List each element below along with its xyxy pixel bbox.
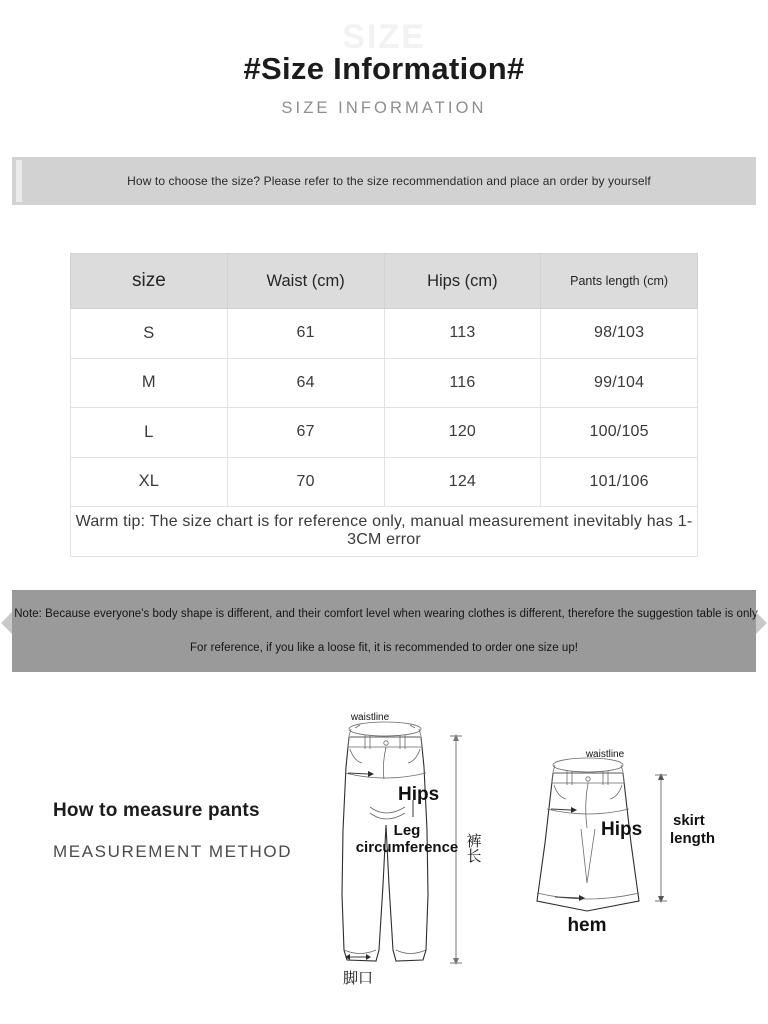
page-title: #Size Information# bbox=[243, 51, 525, 86]
pants-length-arrow-bottom bbox=[453, 958, 459, 965]
table-row bbox=[71, 408, 698, 458]
shorts-hem-label: hem bbox=[567, 915, 607, 936]
warm-tip-text: Warm tip: The size chart is for reference only, manual measurement inevitably has 1-3CM error bbox=[71, 507, 698, 557]
pants-hips-label: Hips bbox=[398, 784, 440, 805]
cell-waist: 64 bbox=[227, 358, 384, 408]
column-header-hips: Hips (cm) bbox=[384, 254, 541, 309]
size-advice-banner bbox=[12, 157, 756, 205]
measurement-heading bbox=[53, 800, 353, 862]
pants-diagram bbox=[342, 712, 482, 987]
diagram-svg bbox=[310, 695, 730, 1005]
page-header bbox=[0, 0, 768, 118]
cell-pants-length: 98/103 bbox=[541, 309, 698, 359]
column-header-size: size bbox=[71, 254, 228, 309]
fit-note-line-1: Note: Because everyone's body shape is different, and their comfort level when wearing clothes is different, therefore the suggestion table is only bbox=[14, 608, 758, 620]
shorts-skirt-length-label-line1: skirt bbox=[673, 812, 705, 829]
table-row bbox=[71, 457, 698, 507]
pants-length-arrow-top bbox=[453, 734, 459, 741]
measurement-subtitle: MEASUREMENT METHOD bbox=[53, 842, 293, 861]
measurement-title: How to measure pants bbox=[53, 800, 260, 821]
table-row bbox=[71, 358, 698, 408]
pants-length-label-cn: 裤长 bbox=[464, 833, 482, 863]
cell-pants-length: 100/105 bbox=[541, 408, 698, 458]
size-advice-text: How to choose the size? Please refer to the size recommendation and place an order by yourself bbox=[127, 174, 651, 188]
cell-waist: 70 bbox=[227, 457, 384, 507]
shorts-diagram bbox=[537, 749, 715, 936]
shorts-length-arrow-top bbox=[658, 773, 664, 780]
shorts-waist-ticks bbox=[553, 765, 623, 772]
pants-waist-ticks bbox=[349, 729, 421, 736]
cell-size: S bbox=[71, 309, 228, 359]
background-watermark: SIZE bbox=[342, 18, 426, 56]
pants-waist-arrow bbox=[355, 725, 415, 728]
cell-size: M bbox=[71, 358, 228, 408]
pants-waistline-label: waistline bbox=[350, 712, 390, 723]
ribbon-notch-right-icon bbox=[756, 612, 767, 634]
size-table-head bbox=[71, 254, 698, 309]
cell-hips: 120 bbox=[384, 408, 541, 458]
cell-pants-length: 101/106 bbox=[541, 457, 698, 507]
table-header-row bbox=[71, 254, 698, 309]
cell-size: XL bbox=[71, 457, 228, 507]
cell-pants-length: 99/104 bbox=[541, 358, 698, 408]
size-table bbox=[70, 253, 698, 557]
ribbon-notch-left-icon bbox=[1, 612, 12, 634]
page-subtitle: SIZE INFORMATION bbox=[281, 99, 487, 118]
shorts-waistline-label: waistline bbox=[585, 749, 625, 760]
measurement-diagrams bbox=[310, 695, 730, 1005]
size-table-container bbox=[70, 253, 698, 557]
shorts-hips-label: Hips bbox=[601, 819, 643, 840]
pants-leg-circumference-label-line2: circumference bbox=[355, 839, 459, 856]
shorts-length-arrow-bottom bbox=[658, 896, 664, 903]
table-row bbox=[71, 309, 698, 359]
pants-leg-opening-label-cn: 脚口 bbox=[342, 970, 374, 987]
table-footer-row bbox=[71, 507, 698, 557]
cell-size: L bbox=[71, 408, 228, 458]
cell-hips: 113 bbox=[384, 309, 541, 359]
shorts-skirt-length-label-line2: length bbox=[670, 830, 715, 847]
pants-waistline-ellipse bbox=[349, 722, 421, 736]
column-header-waist: Waist (cm) bbox=[227, 254, 384, 309]
fit-note-ribbon bbox=[12, 590, 756, 672]
pants-leg-circumference-label-line1: Leg bbox=[393, 822, 421, 839]
shorts-waistline-ellipse bbox=[553, 758, 623, 772]
cell-waist: 61 bbox=[227, 309, 384, 359]
shorts-outline bbox=[537, 773, 639, 911]
cell-hips: 116 bbox=[384, 358, 541, 408]
cell-hips: 124 bbox=[384, 457, 541, 507]
column-header-pants-length: Pants length (cm) bbox=[541, 254, 698, 309]
fit-note-line-2: For reference, if you like a loose fit, it is recommended to order one size up! bbox=[189, 642, 579, 654]
size-table-body bbox=[71, 309, 698, 557]
cell-waist: 67 bbox=[227, 408, 384, 458]
